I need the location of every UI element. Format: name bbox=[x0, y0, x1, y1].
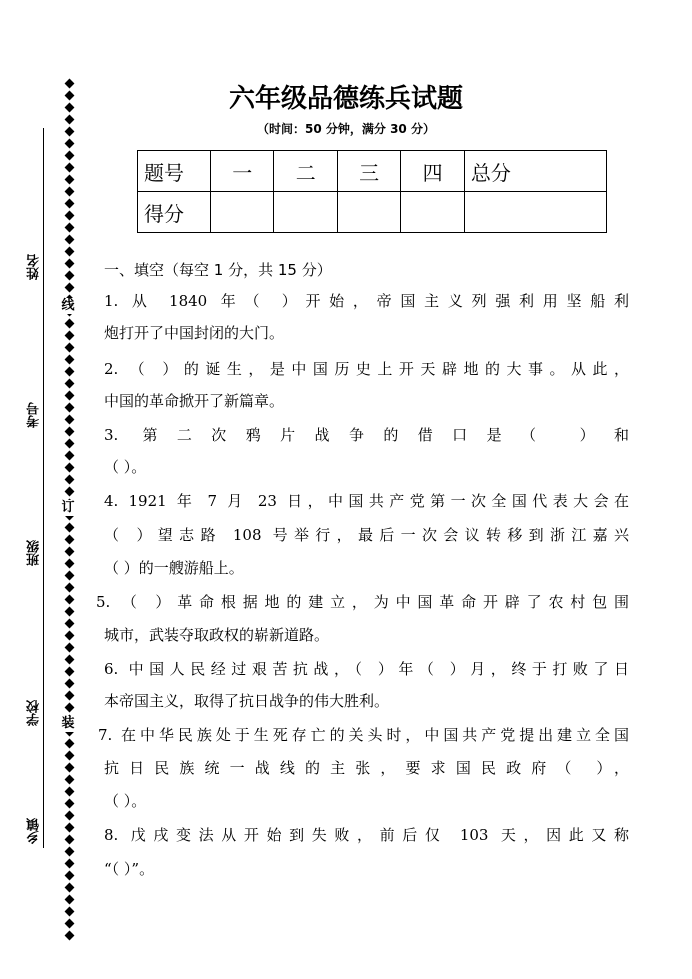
diamond-mark bbox=[64, 823, 74, 833]
diamond-mark bbox=[64, 655, 74, 665]
table-cell: 总分 bbox=[464, 151, 606, 192]
score-table bbox=[137, 150, 607, 233]
question-text: 本帝国主义，取得了抗日战争的伟大胜利。 bbox=[104, 692, 390, 710]
diamond-mark bbox=[64, 343, 74, 353]
table-cell: 四 bbox=[401, 151, 464, 192]
diamond-mark bbox=[64, 919, 74, 929]
diamond-mark bbox=[64, 223, 74, 233]
diamond-mark bbox=[64, 595, 74, 605]
diamond-mark bbox=[64, 775, 74, 785]
diamond-mark bbox=[64, 331, 74, 341]
table-cell: 一 bbox=[211, 151, 274, 192]
diamond-mark bbox=[64, 619, 74, 629]
diamond-mark bbox=[64, 487, 74, 497]
diamond-mark bbox=[64, 247, 74, 257]
question-text: 城市，武装夺取政权的崭新道路。 bbox=[104, 626, 330, 644]
score-field[interactable] bbox=[401, 192, 464, 233]
question-text: 3. 第二次鸦片战争的借口是（ ）和 bbox=[104, 426, 629, 444]
diamond-mark bbox=[64, 571, 74, 581]
diamond-mark bbox=[64, 151, 74, 161]
diamond-mark bbox=[64, 907, 74, 917]
diamond-mark bbox=[64, 667, 74, 677]
question-text: 1. 从 1840 年（ ）开始，帝国主义列强利用坚船利 bbox=[104, 292, 629, 310]
question-text: 2. （ ）的诞生，是中国历史上开天辟地的大事。从此， bbox=[104, 360, 629, 378]
table-cell: 题号 bbox=[138, 151, 211, 192]
diamond-mark bbox=[64, 211, 74, 221]
question-text: （ ）的一艘游船上。 bbox=[104, 559, 244, 577]
score-field[interactable] bbox=[274, 192, 337, 233]
diamond-mark bbox=[64, 703, 74, 713]
question-text: 抗日民族统一战线的主张，要求国民政府（ ）， bbox=[104, 759, 629, 777]
diamond-mark bbox=[64, 139, 74, 149]
table-cell: 得分 bbox=[138, 192, 211, 233]
question-text: （ ）望志路 108 号举行，最后一次会议转移到浙江嘉兴 bbox=[104, 526, 629, 544]
diamond-mark bbox=[64, 931, 74, 941]
diamond-mark bbox=[64, 451, 74, 461]
table-cell: 二 bbox=[274, 151, 337, 192]
diamond-mark bbox=[64, 163, 74, 173]
diamond-mark bbox=[64, 283, 74, 293]
diamond-mark bbox=[64, 871, 74, 881]
question-text: 4. 1921 年 7 月 23 日，中国共产党第一次全国代表大会在 bbox=[104, 492, 629, 510]
diamond-mark bbox=[64, 631, 74, 641]
school-label: 学校 bbox=[27, 700, 42, 726]
diamond-mark bbox=[64, 367, 74, 377]
diamond-mark bbox=[64, 547, 74, 557]
diamond-mark bbox=[64, 535, 74, 545]
diamond-mark bbox=[64, 895, 74, 905]
diamond-mark bbox=[64, 835, 74, 845]
diamond-mark bbox=[64, 463, 74, 473]
diamond-mark bbox=[64, 439, 74, 449]
score-field[interactable] bbox=[211, 192, 274, 233]
diamond-mark bbox=[64, 475, 74, 485]
diamond-mark bbox=[64, 799, 74, 809]
township-label: 乡镇 bbox=[27, 818, 42, 844]
diamond-mark bbox=[64, 787, 74, 797]
question-text: 6. 中国人民经过艰苦抗战，（ ）年（ ）月，终于打败了日 bbox=[104, 660, 629, 678]
diamond-mark bbox=[64, 355, 74, 365]
diamond-mark bbox=[64, 811, 74, 821]
diamond-mark bbox=[64, 859, 74, 869]
name-label: 姓名 bbox=[27, 254, 42, 280]
diamond-mark bbox=[64, 691, 74, 701]
question-text: 中国的革命掀开了新篇章。 bbox=[104, 392, 285, 410]
diamond-mark bbox=[64, 883, 74, 893]
question-text: （ ）。 bbox=[104, 792, 147, 810]
page-title: 六年级品德练兵试题 bbox=[228, 84, 463, 114]
binding-char-ding: 订 bbox=[61, 500, 75, 515]
diamond-mark bbox=[64, 559, 74, 569]
diamond-mark bbox=[64, 751, 74, 761]
table-cell: 三 bbox=[337, 151, 400, 192]
diamond-mark bbox=[64, 187, 74, 197]
diamond-mark bbox=[64, 415, 74, 425]
question-text: 8. 戊戌变法从开始到失败，前后仅 103 天，因此又称 bbox=[104, 826, 629, 844]
question-text: 炮打开了中国封闭的大门。 bbox=[104, 324, 285, 342]
table-row bbox=[138, 192, 607, 233]
score-field[interactable] bbox=[337, 192, 400, 233]
diamond-mark bbox=[64, 763, 74, 773]
class-label: 班级 bbox=[27, 540, 42, 566]
diamond-mark bbox=[64, 175, 74, 185]
exam-number-label: 考号 bbox=[27, 402, 42, 428]
diamond-mark bbox=[64, 427, 74, 437]
diamond-mark bbox=[64, 319, 74, 329]
question-text: （ ）。 bbox=[104, 458, 147, 476]
binding-char-line: 线 bbox=[61, 298, 75, 313]
score-field[interactable] bbox=[464, 192, 606, 233]
exam-info: （时间：50 分钟，满分 30 分） bbox=[257, 122, 435, 136]
table-row bbox=[138, 151, 607, 192]
diamond-mark bbox=[64, 739, 74, 749]
question-text: “（ ）”。 bbox=[104, 860, 155, 878]
diamond-mark bbox=[64, 379, 74, 389]
section-heading: 一、填空（每空 1 分，共 15 分） bbox=[104, 261, 332, 279]
binding-char-zhuang: 装 bbox=[61, 716, 75, 731]
diamond-mark bbox=[64, 847, 74, 857]
diamond-mark bbox=[64, 271, 74, 281]
diamond-mark bbox=[64, 199, 74, 209]
binding-line bbox=[43, 128, 44, 848]
diamond-mark bbox=[64, 583, 74, 593]
question-text: 5. （ ）革命根据地的建立，为中国革命开辟了农村包围 bbox=[96, 593, 629, 611]
diamond-mark bbox=[64, 403, 74, 413]
diamond-mark bbox=[64, 607, 74, 617]
diamond-mark bbox=[64, 391, 74, 401]
diamond-mark bbox=[64, 523, 74, 533]
diamond-mark bbox=[64, 259, 74, 269]
diamond-mark bbox=[64, 235, 74, 245]
diamond-mark bbox=[64, 679, 74, 689]
diamond-mark bbox=[64, 643, 74, 653]
question-text: 7. 在中华民族处于生死存亡的关头时，中国共产党提出建立全国 bbox=[98, 726, 629, 744]
